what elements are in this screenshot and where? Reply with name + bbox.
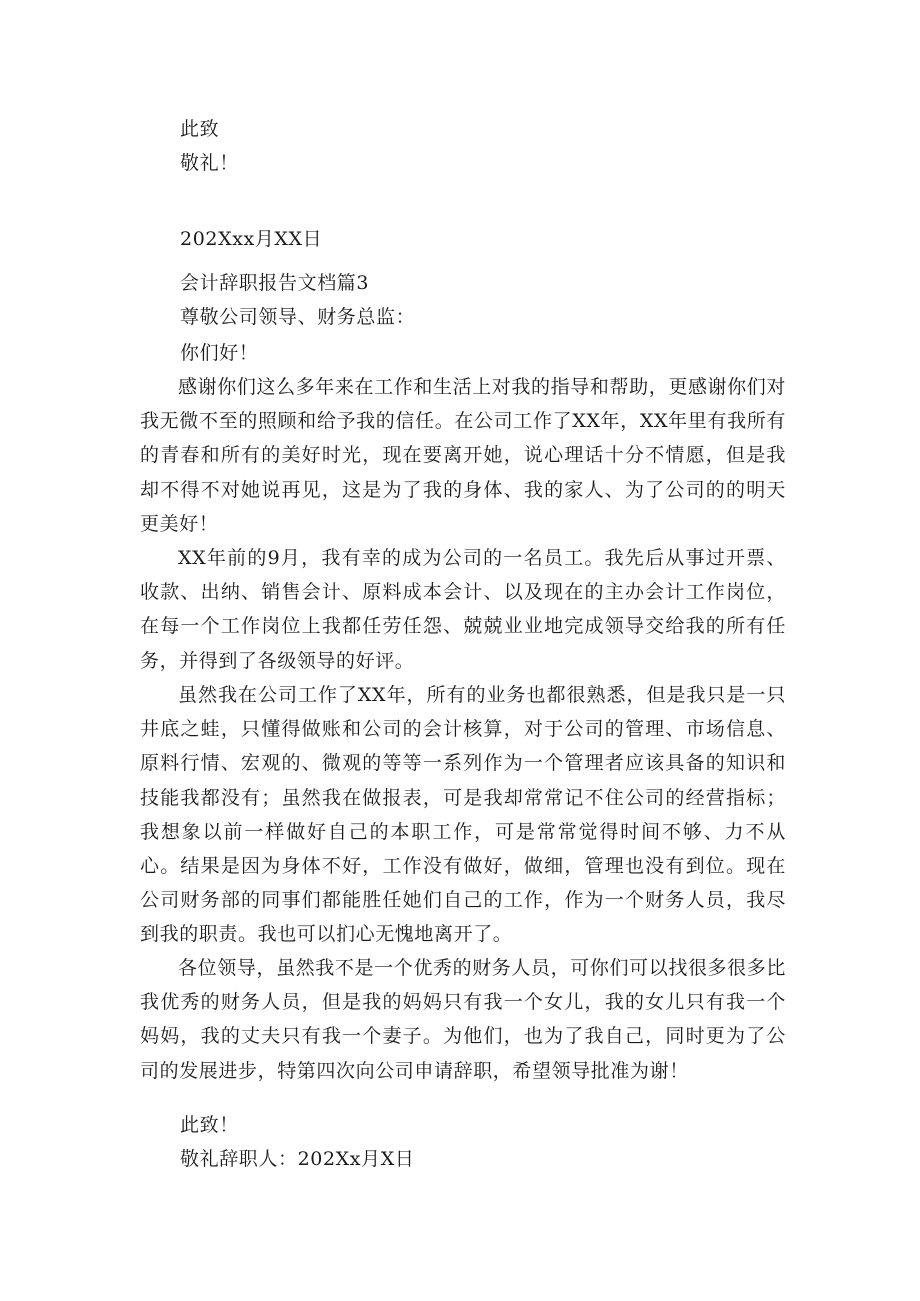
closing-salutation: 此致 — [180, 118, 220, 140]
body-paragraph-1: 感谢你们这么多年来在工作和生活上对我的指导和帮助，更感谢你们对我无微不至的照顾和给予我的信任。在公司工作了XX年，XX年里有我所有的青春和所有的美好时光，现在要离开她，说心理话十分不情愿，但是我却不得不对她说再见，这是为了我的身体、我的家人、为了公司的的明天更美好！ — [140, 376, 786, 535]
body-paragraph-3: 虽然我在公司工作了XX年，所有的业务也都很熟悉，但是我只是一只井底之蛙，只懂得做账和公司的会计核算，对于公司的管理、市场信息、原料行情、宏观的、微观的等等一系列作为一个管理者应该具备的知识和技能我都没有；虽然我在做报表，可是我却常常记不住公司的经营指标；我想象以前一样做好自己的本职工作，可是常常觉得时间不够、力不从心。结果是因为身体不好，工作没有做好，做细，管理也没有到位。现在公司财务部的同事们都能胜任她们自己的工作，作为一个财务人员，我尽到我的职责。我也可以扪心无愧地离开了。 — [140, 684, 786, 946]
closing-salutation-2: 此致！ — [180, 1114, 239, 1136]
body-paragraph-4: 各位领导，虽然我不是一个优秀的财务人员，可你们可以找很多很多比我优秀的财务人员，但是我的妈妈只有我一个女儿，我的女儿只有我一个妈妈，我的丈夫只有我一个妻子。为他们，也为了我自己，同时更为了公司的发展进步，特第四次向公司申请辞职，希望领导批准为谢！ — [140, 957, 786, 1082]
letter-date: 202Xxx月XX日 — [180, 228, 323, 250]
signature-line: 敬礼辞职人：202Xx月X日 — [180, 1148, 415, 1170]
closing-regards: 敬礼！ — [180, 152, 239, 174]
section-title: 会计辞职报告文档篇3 — [180, 272, 370, 294]
greeting: 你们好！ — [180, 342, 259, 364]
body-paragraph-2: XX年前的9月，我有幸的成为公司的一名员工。我先后从事过开票、收款、出纳、销售会计、原料成本会计、以及现在的主办会计工作岗位，在每一个工作岗位上我都任劳任怨、兢兢业业地完成领导交给我的所有任务，并得到了各级领导的好评。 — [140, 547, 786, 672]
addressee: 尊敬公司领导、财务总监： — [180, 306, 416, 328]
